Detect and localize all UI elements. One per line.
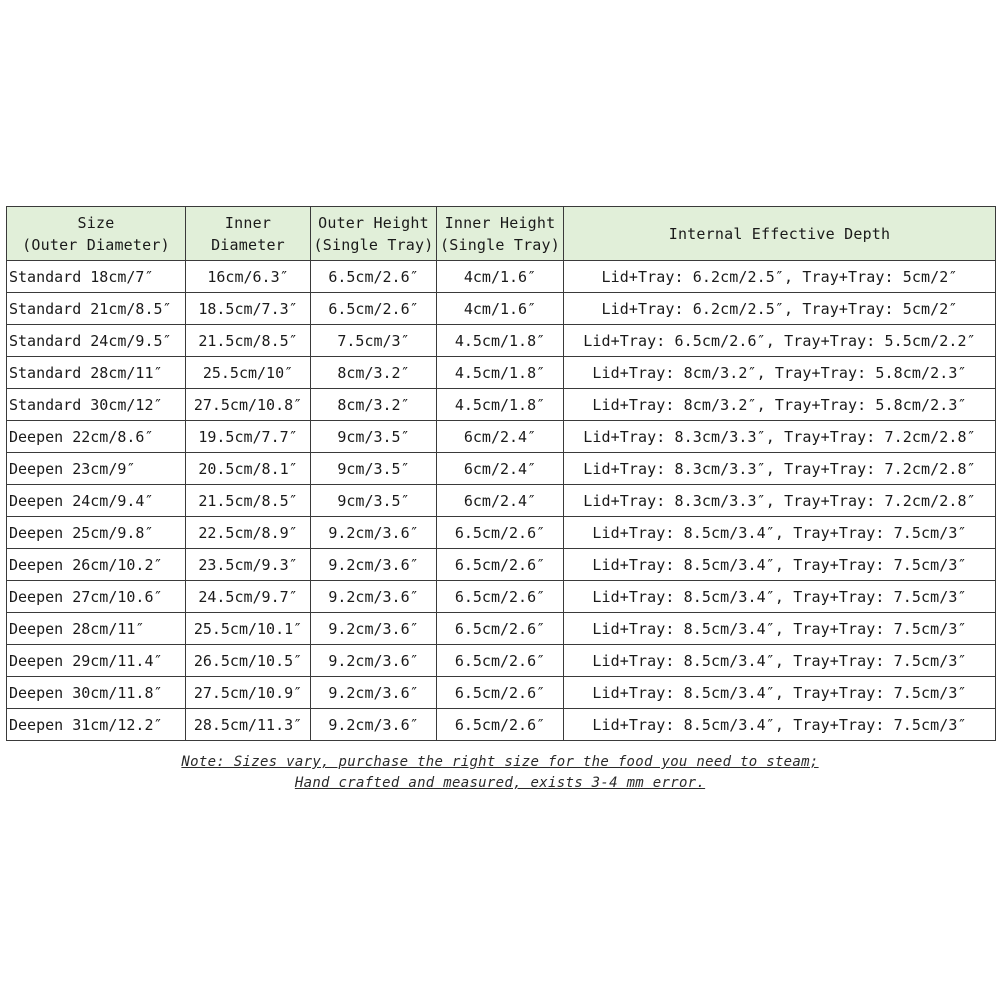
cell-inner-diameter: 25.5cm/10″ <box>186 357 311 389</box>
cell-outer-height: 8cm/3.2″ <box>311 357 437 389</box>
cell-inner-height: 6.5cm/2.6″ <box>437 549 564 581</box>
cell-size: Deepen 31cm/12.2″ <box>7 709 186 741</box>
cell-inner-height: 4cm/1.6″ <box>437 261 564 293</box>
cell-size: Deepen 25cm/9.8″ <box>7 517 186 549</box>
cell-depth: Lid+Tray: 8.5cm/3.4″, Tray+Tray: 7.5cm/3″ <box>564 549 996 581</box>
footnote <box>0 752 1000 794</box>
cell-depth: Lid+Tray: 8.5cm/3.4″, Tray+Tray: 7.5cm/3″ <box>564 613 996 645</box>
cell-inner-diameter: 21.5cm/8.5″ <box>186 325 311 357</box>
header-size <box>7 207 186 261</box>
cell-inner-height: 6.5cm/2.6″ <box>437 709 564 741</box>
cell-inner-height: 6.5cm/2.6″ <box>437 677 564 709</box>
header-inner-height-line1: Inner Height <box>444 213 556 232</box>
cell-inner-diameter: 22.5cm/8.9″ <box>186 517 311 549</box>
header-inner-diameter <box>186 207 311 261</box>
cell-outer-height: 9.2cm/3.6″ <box>311 549 437 581</box>
table-row <box>7 293 996 325</box>
cell-depth: Lid+Tray: 8.3cm/3.3″, Tray+Tray: 7.2cm/2.8″ <box>564 453 996 485</box>
cell-inner-height: 6cm/2.4″ <box>437 485 564 517</box>
header-outer-height <box>311 207 437 261</box>
cell-size: Deepen 26cm/10.2″ <box>7 549 186 581</box>
cell-depth: Lid+Tray: 8.3cm/3.3″, Tray+Tray: 7.2cm/2.8″ <box>564 485 996 517</box>
cell-size: Standard 28cm/11″ <box>7 357 186 389</box>
cell-inner-diameter: 16cm/6.3″ <box>186 261 311 293</box>
cell-size: Deepen 30cm/11.8″ <box>7 677 186 709</box>
cell-outer-height: 9cm/3.5″ <box>311 453 437 485</box>
cell-inner-diameter: 26.5cm/10.5″ <box>186 645 311 677</box>
cell-depth: Lid+Tray: 6.2cm/2.5″, Tray+Tray: 5cm/2″ <box>564 261 996 293</box>
cell-size: Deepen 23cm/9″ <box>7 453 186 485</box>
cell-outer-height: 9.2cm/3.6″ <box>311 517 437 549</box>
header-outer-height-line1: Outer Height <box>318 213 429 232</box>
cell-outer-height: 9.2cm/3.6″ <box>311 709 437 741</box>
cell-depth: Lid+Tray: 6.5cm/2.6″, Tray+Tray: 5.5cm/2.2″ <box>564 325 996 357</box>
cell-inner-height: 4.5cm/1.8″ <box>437 325 564 357</box>
cell-depth: Lid+Tray: 8.5cm/3.4″, Tray+Tray: 7.5cm/3″ <box>564 581 996 613</box>
header-size-line2: (Outer Diameter) <box>22 235 170 254</box>
table-row <box>7 325 996 357</box>
table-row <box>7 453 996 485</box>
cell-outer-height: 9.2cm/3.6″ <box>311 645 437 677</box>
cell-inner-height: 6.5cm/2.6″ <box>437 645 564 677</box>
size-chart-table <box>6 206 996 741</box>
header-depth <box>564 207 996 261</box>
cell-depth: Lid+Tray: 8cm/3.2″, Tray+Tray: 5.8cm/2.3″ <box>564 357 996 389</box>
cell-inner-diameter: 24.5cm/9.7″ <box>186 581 311 613</box>
cell-inner-diameter: 25.5cm/10.1″ <box>186 613 311 645</box>
footnote-line-1: Note: Sizes vary, purchase the right size for the food you need to steam; <box>181 754 819 770</box>
footnote-line-2: Hand crafted and measured, exists 3-4 mm error. <box>294 775 706 791</box>
cell-outer-height: 9cm/3.5″ <box>311 485 437 517</box>
cell-outer-height: 9cm/3.5″ <box>311 421 437 453</box>
cell-size: Deepen 27cm/10.6″ <box>7 581 186 613</box>
cell-inner-height: 4cm/1.6″ <box>437 293 564 325</box>
cell-inner-height: 6cm/2.4″ <box>437 453 564 485</box>
cell-size: Standard 21cm/8.5″ <box>7 293 186 325</box>
cell-inner-height: 4.5cm/1.8″ <box>437 357 564 389</box>
cell-inner-diameter: 23.5cm/9.3″ <box>186 549 311 581</box>
header-inner-height-line2: (Single Tray) <box>440 235 560 254</box>
header-inner-height <box>437 207 564 261</box>
table-row <box>7 709 996 741</box>
cell-inner-diameter: 28.5cm/11.3″ <box>186 709 311 741</box>
cell-inner-height: 4.5cm/1.8″ <box>437 389 564 421</box>
cell-depth: Lid+Tray: 6.2cm/2.5″, Tray+Tray: 5cm/2″ <box>564 293 996 325</box>
header-inner-diameter-line2: Diameter <box>211 235 285 254</box>
cell-outer-height: 9.2cm/3.6″ <box>311 613 437 645</box>
cell-inner-height: 6.5cm/2.6″ <box>437 517 564 549</box>
cell-depth: Lid+Tray: 8.5cm/3.4″, Tray+Tray: 7.5cm/3″ <box>564 645 996 677</box>
cell-outer-height: 9.2cm/3.6″ <box>311 677 437 709</box>
table-row <box>7 645 996 677</box>
table-row <box>7 261 996 293</box>
cell-depth: Lid+Tray: 8cm/3.2″, Tray+Tray: 5.8cm/2.3″ <box>564 389 996 421</box>
table-row <box>7 613 996 645</box>
cell-inner-diameter: 20.5cm/8.1″ <box>186 453 311 485</box>
cell-inner-height: 6cm/2.4″ <box>437 421 564 453</box>
cell-size: Deepen 29cm/11.4″ <box>7 645 186 677</box>
cell-size: Standard 18cm/7″ <box>7 261 186 293</box>
cell-depth: Lid+Tray: 8.5cm/3.4″, Tray+Tray: 7.5cm/3″ <box>564 517 996 549</box>
table-row <box>7 677 996 709</box>
header-size-line1: Size <box>77 213 115 232</box>
cell-inner-diameter: 18.5cm/7.3″ <box>186 293 311 325</box>
table-row <box>7 549 996 581</box>
cell-size: Standard 30cm/12″ <box>7 389 186 421</box>
cell-outer-height: 8cm/3.2″ <box>311 389 437 421</box>
cell-inner-diameter: 21.5cm/8.5″ <box>186 485 311 517</box>
header-depth-line1: Internal Effective Depth <box>668 224 891 243</box>
table-row <box>7 389 996 421</box>
cell-depth: Lid+Tray: 8.3cm/3.3″, Tray+Tray: 7.2cm/2.8″ <box>564 421 996 453</box>
cell-outer-height: 6.5cm/2.6″ <box>311 261 437 293</box>
table-header-row <box>7 207 996 261</box>
cell-inner-diameter: 27.5cm/10.9″ <box>186 677 311 709</box>
table-row <box>7 517 996 549</box>
cell-inner-height: 6.5cm/2.6″ <box>437 581 564 613</box>
table-row <box>7 485 996 517</box>
cell-size: Standard 24cm/9.5″ <box>7 325 186 357</box>
cell-inner-diameter: 19.5cm/7.7″ <box>186 421 311 453</box>
table-row <box>7 421 996 453</box>
cell-depth: Lid+Tray: 8.5cm/3.4″, Tray+Tray: 7.5cm/3″ <box>564 709 996 741</box>
cell-outer-height: 6.5cm/2.6″ <box>311 293 437 325</box>
cell-outer-height: 7.5cm/3″ <box>311 325 437 357</box>
header-inner-diameter-line1: Inner <box>224 213 272 232</box>
cell-size: Deepen 28cm/11″ <box>7 613 186 645</box>
cell-inner-height: 6.5cm/2.6″ <box>437 613 564 645</box>
table-row <box>7 581 996 613</box>
cell-outer-height: 9.2cm/3.6″ <box>311 581 437 613</box>
table-row <box>7 357 996 389</box>
cell-size: Deepen 24cm/9.4″ <box>7 485 186 517</box>
cell-size: Deepen 22cm/8.6″ <box>7 421 186 453</box>
header-outer-height-line2: (Single Tray) <box>313 235 434 254</box>
cell-inner-diameter: 27.5cm/10.8″ <box>186 389 311 421</box>
cell-depth: Lid+Tray: 8.5cm/3.4″, Tray+Tray: 7.5cm/3″ <box>564 677 996 709</box>
